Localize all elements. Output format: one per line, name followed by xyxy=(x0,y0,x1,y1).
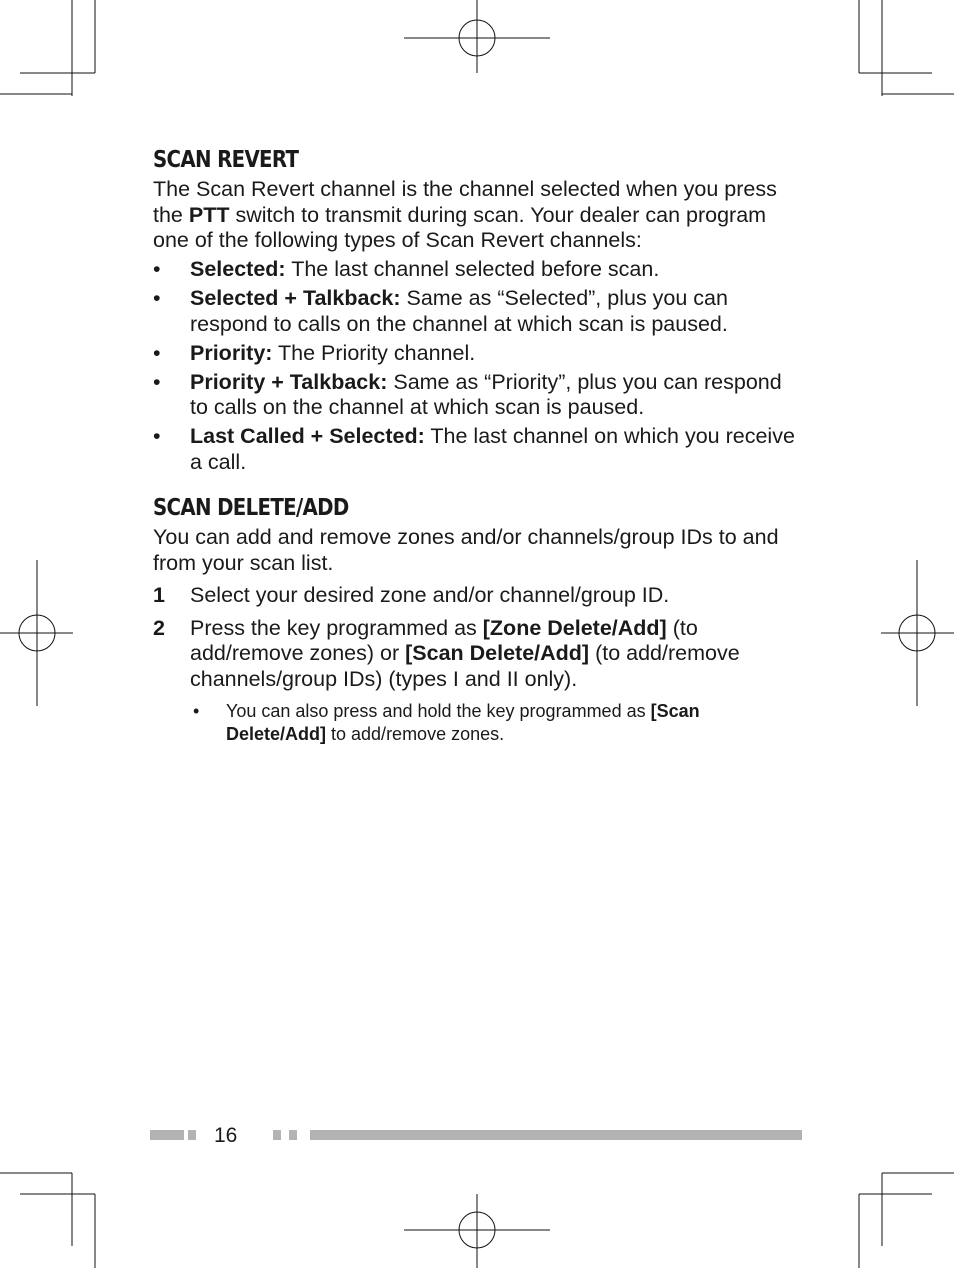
item-term: Priority + Talkback: xyxy=(190,369,388,394)
list-item xyxy=(153,370,803,421)
note-item xyxy=(153,700,803,746)
item-term: Last Called + Selected: xyxy=(190,424,425,448)
intro-text-cont: switch to transmit during scan. Your dealer can program one of the following types of Scan Revert channels: xyxy=(153,202,767,252)
scan-delete-add-key: [Scan Delete/Add] xyxy=(405,641,590,665)
step-text: (to add/remove zones) or xyxy=(190,615,698,665)
footer-bar-segment xyxy=(150,1130,184,1140)
bullet-icon: • xyxy=(153,286,161,310)
list-item xyxy=(153,286,803,337)
bullet-icon: • xyxy=(153,369,161,394)
note-text: to add/remove zones. xyxy=(326,724,505,744)
scan-delete-steps xyxy=(153,583,803,692)
footer-bar-segment xyxy=(188,1130,196,1140)
step-item xyxy=(153,616,803,693)
bullet-icon: • xyxy=(193,701,200,721)
section-heading-scan-revert: SCAN REVERT xyxy=(153,147,299,173)
item-text: Same as “Selected”, plus you can respond to calls on the channel at which scan is paused. xyxy=(190,286,728,336)
bullet-icon: • xyxy=(153,257,161,281)
page-number: 16 xyxy=(214,1124,238,1147)
item-term: Selected + Talkback: xyxy=(190,286,401,310)
zone-delete-add-key: [Zone Delete/Add] xyxy=(482,615,667,640)
footer-bar-segment xyxy=(289,1130,297,1140)
step-text: (to add/remove channels/group IDs) (types I and II only). xyxy=(190,641,740,691)
item-text: The last channel on which you receive a call. xyxy=(190,424,795,474)
footer-bar-segment xyxy=(273,1130,281,1140)
bullet-icon: • xyxy=(153,424,161,448)
step-item xyxy=(153,583,803,609)
page-footer xyxy=(150,1122,805,1152)
scan-delete-intro: You can add and remove zones and/or channels/group IDs to and from your scan list. xyxy=(153,525,779,575)
step-number: 2 xyxy=(153,615,165,640)
footer-bar xyxy=(310,1130,802,1140)
scan-delete-add-key: [Scan Delete/Add] xyxy=(226,701,700,744)
item-text: The last channel selected before scan. xyxy=(285,257,660,281)
list-item xyxy=(153,424,803,475)
item-term: Priority: xyxy=(190,340,273,365)
intro-text: The Scan Revert channel is the channel selected when you press the xyxy=(153,177,777,227)
step-text: Press the key programmed as xyxy=(190,615,483,640)
item-text: The Priority channel. xyxy=(272,340,476,365)
note-text: You can also press and hold the key programmed as xyxy=(226,701,651,721)
section-heading-scan-delete-add: SCAN DELETE/ADD xyxy=(153,495,349,521)
list-item xyxy=(153,257,803,283)
step-number: 1 xyxy=(153,583,165,607)
step-text: Select your desired zone and/or channel/group ID. xyxy=(190,583,670,607)
ptt-key-label: PTT xyxy=(188,202,230,227)
item-text: Same as “Priority”, plus you can respond to calls on the channel at which scan is paused. xyxy=(190,369,782,419)
list-item xyxy=(153,341,803,367)
scan-revert-list xyxy=(153,257,803,475)
item-term: Selected: xyxy=(190,257,286,281)
bullet-icon: • xyxy=(153,340,161,365)
scan-revert-intro xyxy=(153,177,803,254)
page-content xyxy=(153,143,803,746)
